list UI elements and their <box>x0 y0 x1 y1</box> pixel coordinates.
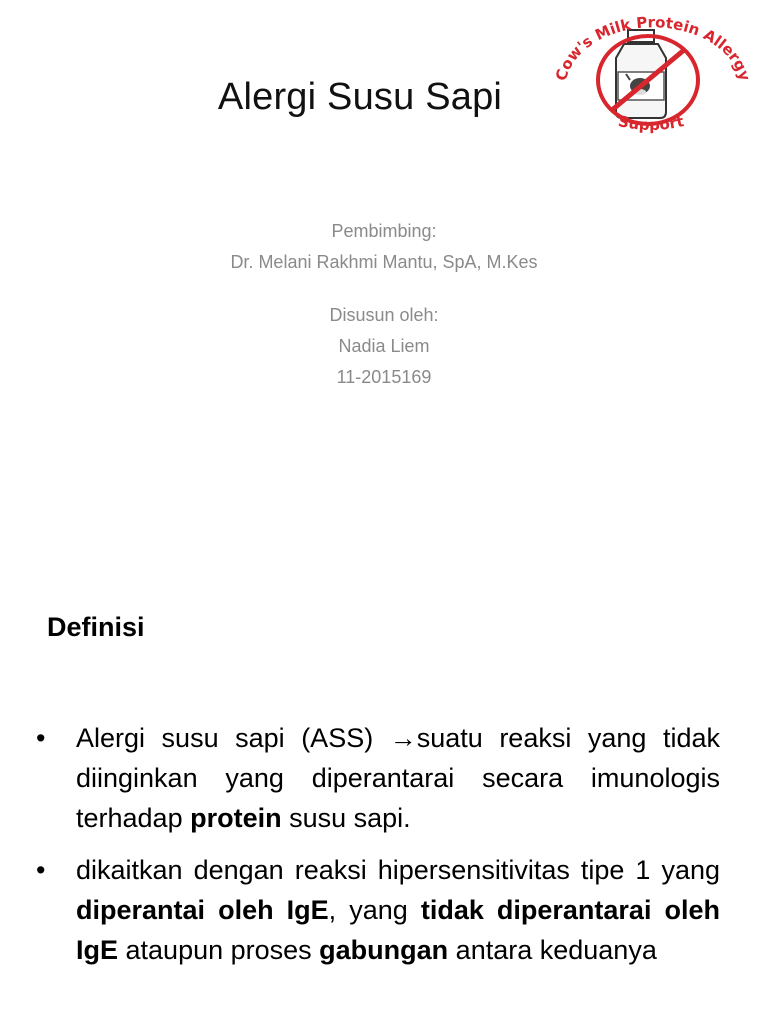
author-id: 11-2015169 <box>336 367 432 387</box>
bullet-marker: • <box>36 723 46 753</box>
bullet-marker: • <box>36 855 46 885</box>
supervisor-name: Dr. Melani Rakhmi Mantu, SpA, M.Kes <box>230 252 538 272</box>
bullet-list <box>36 718 720 982</box>
bullet-item-2: • dikaitkan dengan reaksi hipersensitivitas tipe 1 yang diperantai oleh IgE, yang tidak diperantarai oleh IgE ataupun proses gabungan antara keduanya <box>36 850 720 970</box>
author-name: Nadia Liem <box>338 336 430 356</box>
logo-bottom-text: Support <box>616 112 686 135</box>
logo-top-text: Cow's Milk Protein Allergy <box>551 13 754 83</box>
supervisor-label: Pembimbing: <box>331 221 437 241</box>
author-label: Disusun oleh: <box>329 305 439 325</box>
cows-milk-protein-allergy-logo <box>548 6 754 146</box>
slide-heading: Definisi <box>47 612 145 642</box>
arrow-right-icon: → <box>389 723 417 753</box>
slide-subtitle <box>0 216 768 393</box>
bullet-item-1: • Alergi susu sapi (ASS) →suatu reaksi yang tidak diinginkan yang diperantarai secara imunologis terhadap protein susu sapi. <box>36 718 720 838</box>
slide-title: Alergi Susu Sapi <box>217 76 503 118</box>
definition-slide <box>0 576 768 1024</box>
